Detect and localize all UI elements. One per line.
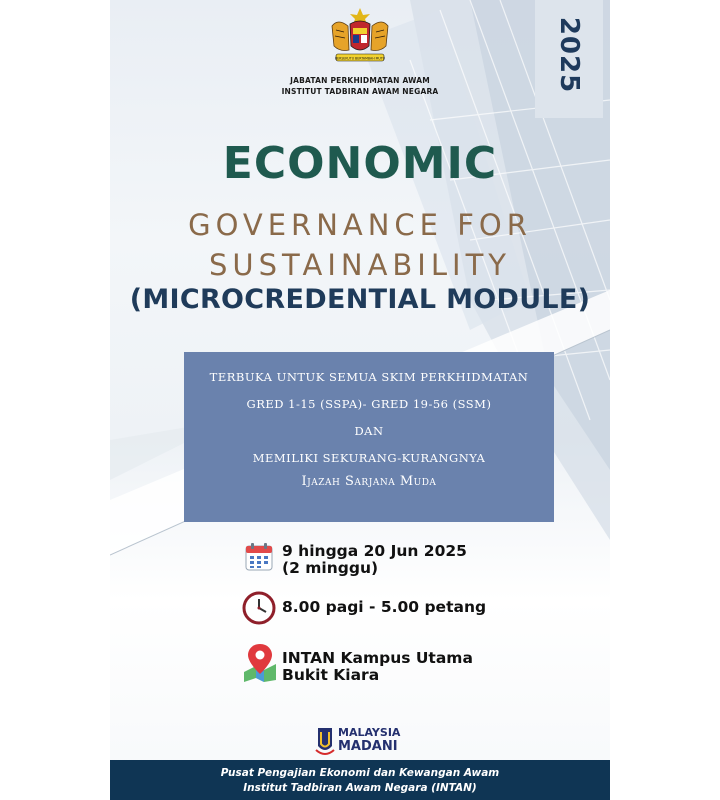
- footer-bar: [110, 760, 610, 800]
- footer-line-1: Pusat Pengajian Ekonomi dan Kewangan Awam: [220, 767, 500, 779]
- madani-line-1: MALAYSIA: [338, 726, 401, 739]
- poster: [110, 0, 610, 800]
- venue-location: Bukit Kiara: [282, 666, 380, 684]
- title-governance: GOVERNANCE FOR: [188, 208, 532, 242]
- title-microcredential: (MICROCREDENTIAL MODULE): [129, 284, 591, 315]
- institute-name: INSTITUT TADBIRAN AWAM NEGARA: [281, 87, 439, 96]
- date-text: [282, 543, 467, 577]
- department-name: JABATAN PERKHIDMATAN AWAM: [290, 76, 430, 85]
- title-sustainability: SUSTAINABILITY: [208, 248, 511, 282]
- madani-logo-icon: [314, 724, 336, 756]
- crest-motto: BERSEKUTU BERTAMBAH MUTU: [334, 56, 386, 61]
- map-pin-icon: [242, 642, 278, 682]
- eligibility-line-3: DAN: [354, 424, 384, 438]
- crest-icon: [322, 6, 398, 66]
- date-duration: (2 minggu): [282, 559, 379, 577]
- time-text: 8.00 pagi - 5.00 petang: [282, 598, 487, 616]
- footer-line-2: Institut Tadbiran Awam Negara (INTAN): [243, 782, 477, 794]
- year-label: 2025: [554, 16, 584, 94]
- eligibility-line-2: GRED 1-15 (SSPA)- GRED 19-56 (SSM): [246, 397, 492, 411]
- eligibility-line-1: TERBUKA UNTUK SEMUA SKIM PERKHIDMATAN: [209, 370, 529, 384]
- date-range: 9 hingga 20 Jun 2025: [282, 542, 467, 560]
- eligibility-line-5: Ijazah Sarjana Muda: [301, 474, 437, 489]
- venue-text: [282, 650, 473, 684]
- eligibility-line-4: MEMILIKI SEKURANG-KURANGNYA: [252, 451, 486, 465]
- eligibility-box: [184, 352, 554, 522]
- madani-line-2: MADANI: [338, 739, 398, 754]
- calendar-icon: [244, 542, 274, 572]
- title-economic: ECONOMIC: [222, 138, 498, 189]
- madani-logo: [310, 722, 410, 758]
- venue-name: INTAN Kampus Utama: [282, 649, 473, 667]
- clock-icon: [242, 591, 276, 625]
